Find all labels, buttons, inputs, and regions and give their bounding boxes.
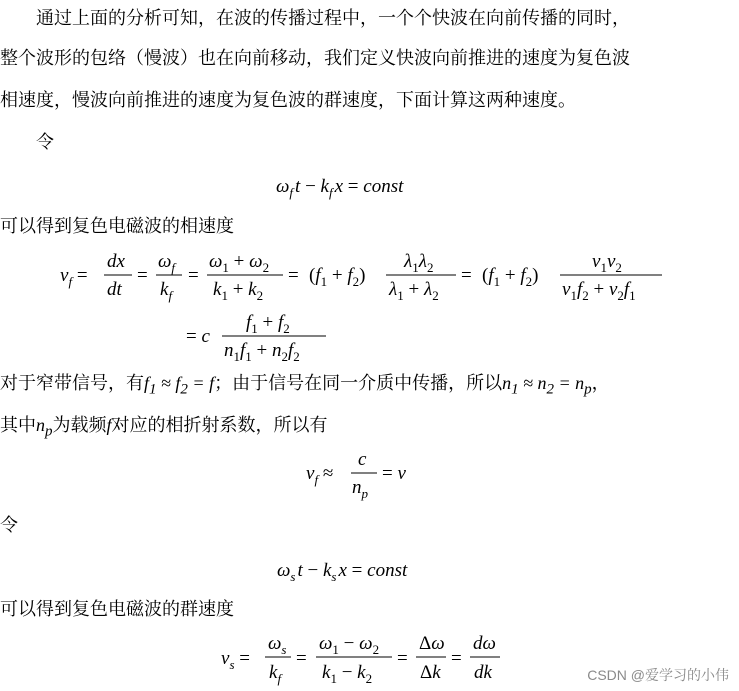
svg-text:(f1 + f2): $(f_1 + f_2)$ [309,265,366,289]
svg-text:Δω: Δω [419,633,445,654]
svg-text:k1 − k2: $k_1 - k_2$ [322,662,373,686]
svg-text:vs =: $v_s$ = [221,648,250,672]
paragraph-line-1: 通过上面的分析可知，在波的传播过程中，一个个快波在向前传播的同时， [36,8,630,29]
svg-text:dk: dk [474,662,492,683]
group-velocity-intro: 可以得到复色电磁波的群速度 [0,599,234,620]
svg-text:f1 + f2: $f_1 + f_2$ [246,312,290,336]
f-symbol: f [106,415,112,435]
svg-text:kf: $k_f$ [269,662,282,686]
svg-text:=: = [461,265,472,286]
svg-text:kf: $k_f$ [160,279,173,303]
svg-text:k1 + k2: $k_1 + k_2$ [213,279,264,303]
svg-text:= c: = c [186,326,210,347]
let-label-1: 令 [36,132,54,153]
np-def-text-c: 对应的相折射系数，所以有 [111,415,328,436]
equation-group-constant [0,552,739,586]
svg-text:λ1 + λ2: $\lambda_1 + \lambda_2$ [389,279,439,303]
svg-text:ω1 + ω2: $\omega_1 + \omega_2$ [209,251,270,275]
svg-text:(f1 + f2): $(f_1 + f_2)$ [482,265,539,289]
svg-text:c: c [358,449,367,470]
equation-phase-velocity [0,245,739,307]
equation-phase-constant [0,168,739,202]
csdn-watermark: CSDN @爱学习的小伟 [587,667,729,683]
svg-text:ωs: $\omega_s$ [268,633,287,657]
narrow-band-text-a: 对于窄带信号，有 [0,373,144,394]
narrow-band-line [0,371,610,402]
np-definition-line [0,413,328,444]
svg-text:n1f1 + n2f2: $n_1f_1 + n_2f_2$ [224,340,300,364]
svg-text:dω: dω [473,633,496,654]
svg-text:dt: dt [107,279,122,300]
paragraph-line-2: 整个波形的包络（慢波）也在向前移动，我们定义快波向前推进的速度为复色波 [0,48,630,69]
np-symbol: $n_p$ [36,415,53,440]
svg-text:λ1λ2: $\lambda_1\lambda_2$ [404,251,434,275]
svg-text:=: = [137,265,148,286]
let-label-2: 令 [0,515,18,536]
np-def-text-a: 其中 [0,415,36,436]
svg-text:=: = [296,648,307,669]
equation-vf-result [0,445,739,505]
svg-text:ωft − kfx = const: $\omega_f$ $t - k_f$ x = const [276,176,404,200]
phase-velocity-intro: 可以得到复色电磁波的相速度 [0,216,234,237]
svg-text:=: = [451,648,462,669]
svg-text:=: = [288,265,299,286]
np-def-text-b: 为载频 [52,415,107,436]
svg-text:np: $n_p$ [352,477,368,501]
equation-phase-velocity-line2 [0,305,739,365]
svg-text:v1v2: $v_1v_2$ [592,251,622,275]
narrow-band-text-b: ；由于信号在同一介质中传播，所以 [214,373,503,394]
svg-text:v1f2 + v2f1: $v_1f_2 + v_2f_1$ [562,279,636,303]
svg-text:dx: dx [107,251,125,272]
svg-text:= v: = v [382,463,406,484]
svg-text:=: = [397,648,408,669]
svg-text:ω1 − ω2: $\omega_1 - \omega_2$ [319,633,380,657]
svg-text:Δk: Δk [420,662,441,683]
narrow-band-text-c: ， [591,373,610,394]
n-approx-math: $n_1 \approx n_2 = n_p$ [502,373,592,398]
paragraph-line-3: 相速度，慢波向前推进的速度为复色波的群速度，下面计算这两种速度。 [0,90,576,111]
svg-text:ωst − ksx = const: $\omega_s$ $t - k_s$ x = const [277,560,408,584]
svg-text:=: = [188,265,199,286]
f-approx-math: $f_1 \approx f_2 = f$ [144,373,215,398]
svg-text:vf =: $v_f$ = [60,265,88,289]
svg-text:ωf: $\omega_f$ [158,251,176,275]
svg-text:vf ≈: $v_f$ ≈ [306,463,334,487]
